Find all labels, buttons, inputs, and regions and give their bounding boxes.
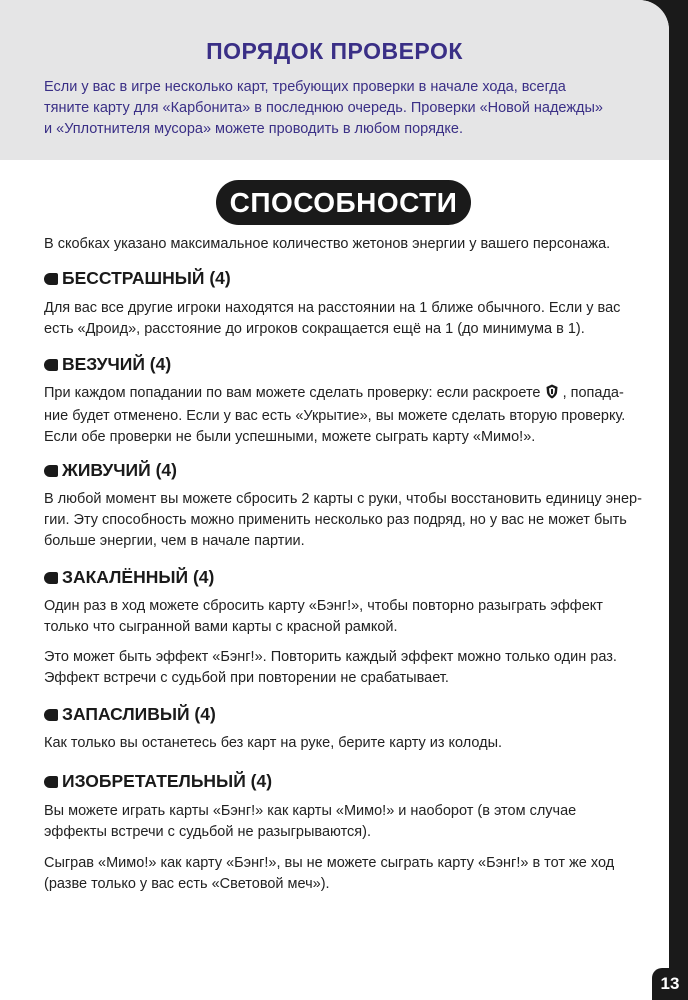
- ability-title-text: ВЕЗУЧИЙ (4): [62, 354, 172, 374]
- ability-line: [44, 383, 654, 406]
- bullet-icon: [44, 572, 58, 584]
- bullet-icon: [44, 273, 58, 285]
- ability-title-thrifty: [44, 704, 216, 725]
- ability-line: эффекты встречи с судьбой не разыгрываются).: [44, 824, 372, 840]
- ability-title-text: БЕССТРАШНЫЙ (4): [62, 268, 231, 288]
- ability-line-part: , попада-: [562, 385, 624, 401]
- ability-title-text: ЖИВУЧИЙ (4): [62, 460, 177, 480]
- ability-line: больше энергии, чем в начале партии.: [44, 533, 305, 549]
- ability-text-hardened-note: [44, 647, 654, 689]
- ability-title-text: ИЗОБРЕТАТЕЛЬНЫЙ (4): [62, 771, 273, 791]
- ability-line: гии. Эту способность можно применить несколько раз подряд, но у вас не может быть: [44, 512, 627, 528]
- check-order-text: [44, 77, 644, 140]
- ability-line: Для вас все другие игроки находятся на расстоянии на 1 ближе обычного. Если у вас: [44, 300, 621, 316]
- ability-line: (разве только у вас есть «Световой меч»).: [44, 876, 330, 892]
- abilities-header: СПОСОБНОСТИ: [216, 180, 471, 225]
- ability-line: Если обе проверки не были успешными, можете сыграть карту «Мимо!».: [44, 429, 536, 445]
- ability-line: Как только вы останетесь без карт на руке, берите карту из колоды.: [44, 735, 503, 751]
- bullet-icon: [44, 776, 58, 788]
- ability-title-text: ЗАКАЛЁННЫЙ (4): [62, 567, 215, 587]
- ability-text-inventive-note: [44, 853, 654, 895]
- ability-title-hardened: [44, 567, 214, 588]
- page-edge-bar: [669, 0, 688, 1000]
- ability-text-inventive: [44, 801, 654, 843]
- ability-text-fearless: [44, 298, 654, 340]
- ability-line: В любой момент вы можете сбросить 2 карты с руки, чтобы восстановить единицу энер-: [44, 491, 642, 507]
- check-order-line: Если у вас в игре несколько карт, требующих проверки в начале хода, всегда: [44, 79, 566, 95]
- ability-line: Это может быть эффект «Бэнг!». Повторить каждый эффект можно только один раз.: [44, 649, 617, 665]
- ability-line: только что сыгранной вами карты с красной рамкой.: [44, 619, 398, 635]
- ability-text-thrifty: [44, 733, 654, 754]
- ability-title-fearless: [44, 268, 231, 289]
- ability-line: ние будет отменено. Если у вас есть «Укрытие», вы можете сделать вторую проверку.: [44, 408, 626, 424]
- ability-line-part: При каждом попадании по вам можете сделать проверку: если раскроете: [44, 385, 541, 401]
- ability-title-text: ЗАПАСЛИВЫЙ (4): [62, 704, 216, 724]
- ability-line: Вы можете играть карты «Бэнг!» как карты «Мимо!» и наоборот (в этом случае: [44, 803, 577, 819]
- ability-text-tenacious: [44, 489, 654, 552]
- shield-die-icon: [546, 384, 558, 406]
- check-order-line: тяните карту для «Карбонита» в последнюю очередь. Проверки «Новой надежды»: [44, 100, 603, 116]
- bullet-icon: [44, 709, 58, 721]
- page-number: 13: [652, 968, 688, 1000]
- ability-line: Сыграв «Мимо!» как карту «Бэнг!», вы не можете сыграть карту «Бэнг!» в тот же ход: [44, 855, 615, 871]
- ability-text-hardened: [44, 596, 654, 638]
- ability-line: Один раз в ход можете сбросить карту «Бэнг!», чтобы повторно разыграть эффект: [44, 598, 603, 614]
- abilities-intro: В скобках указано максимальное количество жетонов энергии у вашего персонажа.: [44, 236, 611, 252]
- check-order-title: ПОРЯДОК ПРОВЕРОК: [206, 38, 463, 64]
- bullet-icon: [44, 465, 58, 477]
- ability-line: есть «Дроид», расстояние до игроков сокращается ещё на 1 (до минимума в 1).: [44, 321, 585, 337]
- ability-text-lucky: [44, 383, 654, 448]
- bullet-icon: [44, 359, 58, 371]
- ability-line: Эффект встречи с судьбой при повторении не срабатывает.: [44, 670, 449, 686]
- ability-title-inventive: [44, 771, 272, 792]
- check-order-line: и «Уплотнителя мусора» можете проводить в любом порядке.: [44, 121, 463, 137]
- ability-title-lucky: [44, 354, 171, 375]
- ability-title-tenacious: [44, 460, 177, 481]
